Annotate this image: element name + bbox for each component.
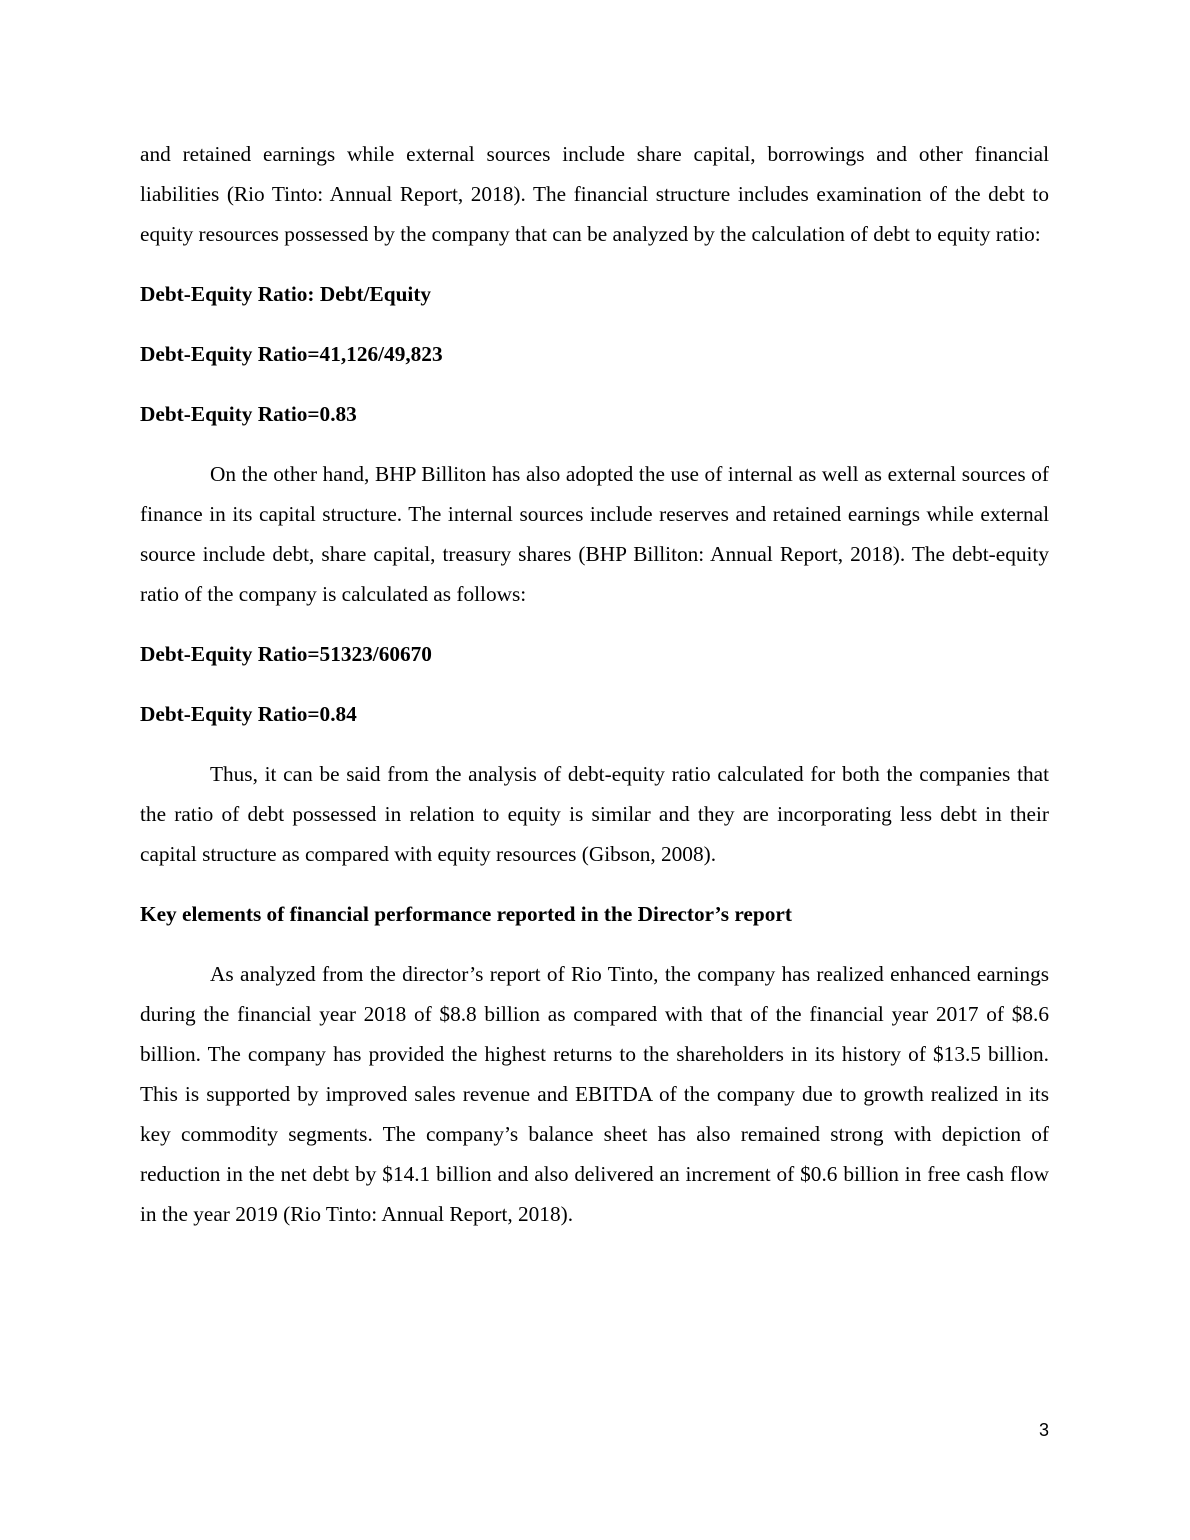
paragraph-financial-structure: and retained earnings while external sources include share capital, borrowings and other financial liabilities (Rio Tinto: Annual Report, 2018). The financial structure includes examination of the debt to equity resources possessed by the company that can be analyzed by the calculation of debt to equity ratio: [140, 142, 1049, 246]
formula-rio-tinto-calculation: Debt-Equity Ratio=41,126/49,823 [140, 342, 443, 366]
formula-rio-tinto-result: Debt-Equity Ratio=0.83 [140, 402, 357, 426]
section-heading-directors-report: Key elements of financial performance reported in the Director’s report [140, 902, 792, 926]
formula-bhp-calculation: Debt-Equity Ratio=51323/60670 [140, 642, 432, 666]
paragraph-directors-report: As analyzed from the director’s report of Rio Tinto, the company has realized enhanced earnings during the financial year 2018 of $8.8 billion as compared with that of the financial year 2017 of $8.6 billion. The company has provided the highest returns to the shareholders in its history of $13.5 billion. This is supported by improved sales revenue and EBITDA of the company due to growth realized in its key commodity segments. The company’s balance sheet has also remained strong with depiction of reduction in the net debt by $14.1 billion and also delivered an increment of $0.6 billion in free cash flow in the year 2019 (Rio Tinto: Annual Report, 2018). [140, 962, 1049, 1226]
paragraph-analysis-conclusion: Thus, it can be said from the analysis of debt-equity ratio calculated for both the companies that the ratio of debt possessed in relation to equity is similar and they are incorporating less debt in their capital structure as compared with equity resources (Gibson, 2008). [140, 762, 1049, 866]
page-content [140, 134, 1049, 1254]
formula-bhp-result: Debt-Equity Ratio=0.84 [140, 702, 357, 726]
formula-debt-equity-definition: Debt-Equity Ratio: Debt/Equity [140, 282, 432, 306]
page-number: 3 [1038, 1420, 1049, 1440]
paragraph-bhp-billiton: On the other hand, BHP Billiton has also adopted the use of internal as well as external sources of finance in its capital structure. The internal sources include reserves and retained earnings while external source include debt, share capital, treasury shares (BHP Billiton: Annual Report, 2018). The debt-equity ratio of the company is calculated as follows: [140, 462, 1049, 606]
